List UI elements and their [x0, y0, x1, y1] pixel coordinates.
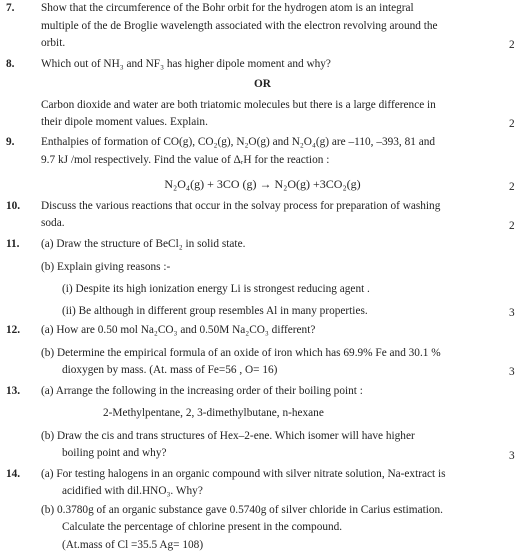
- question-14-number: 14.: [6, 468, 21, 480]
- question-8-line-3: Carbon dioxide and water are both triatomic molecules but there is a large difference in: [41, 99, 436, 111]
- question-11-line-b-i: (i) Despite its high ionization energy Li is strongest reducing agent .: [62, 283, 370, 295]
- question-7-marks: 2: [509, 39, 515, 51]
- question-10-line-1: Discuss the various reactions that occur in the solvay process for preparation of washing: [41, 200, 441, 212]
- question-12-number: 12.: [6, 324, 21, 336]
- question-9-line-2: 9.7 kJ /mol respectively. Find the value of ΔᵣH for the reaction :: [41, 154, 330, 166]
- question-7-line-1: Show that the circumference of the Bohr orbit for the hydrogen atom is an integral: [41, 2, 414, 14]
- question-14-line-b-3: (At.mass of Cl =35.5 Ag= 108): [62, 539, 204, 551]
- question-13-compounds: 2-Methylpentane, 2, 3-dimethylbutane, n-hexane: [103, 407, 324, 419]
- question-7-line-3: orbit.: [41, 37, 66, 49]
- question-11-line-a: (a) Draw the structure of BeCl₂ in solid state.: [41, 238, 246, 250]
- question-13-line-a: (a) Arrange the following in the increasing order of their boiling point :: [41, 385, 363, 397]
- question-14-line-a: (a) For testing halogens in an organic compound with silver nitrate solution, Na-extract is: [41, 468, 446, 480]
- question-8-marks: 2: [509, 118, 515, 130]
- question-8-or: OR: [254, 78, 271, 90]
- question-11-number: 11.: [6, 238, 20, 250]
- question-14-line-b-2: Calculate the percentage of chlorine present in the compound.: [62, 521, 343, 533]
- question-14-line-b: (b) 0.3780g of an organic substance gave 0.5740g of silver chloride in Carius estimation.: [41, 504, 443, 516]
- question-9-marks: 2: [509, 181, 515, 193]
- question-7-number: 7.: [6, 2, 15, 14]
- question-11-line-b-ii: (ii) Be although in different group resembles Al in many properties.: [62, 305, 368, 317]
- question-8-line-4: their dipole moment values. Explain.: [41, 116, 208, 128]
- question-12-line-b-2: dioxygen by mass. (At. mass of Fe=56 , O= 16): [62, 364, 278, 376]
- question-10-number: 10.: [6, 200, 21, 212]
- question-12-marks: 3: [509, 366, 515, 378]
- question-9-equation: N₂O₄(g) + 3CO (g) → N₂O(g) +3CO₂(g): [164, 177, 361, 191]
- question-13-line-b-2: boiling point and why?: [62, 447, 167, 459]
- question-14-line-a-2: acidified with dil.HNO₃. Why?: [62, 485, 203, 497]
- question-13-line-b: (b) Draw the cis and trans structures of Hex–2-ene. Which isomer will have higher: [41, 430, 415, 442]
- question-9-line-1: Enthalpies of formation of CO(g), CO₂(g), N₂O(g) and N₂O₄(g) are –110, –393, 81 and: [41, 136, 436, 148]
- question-8-line-1: Which out of NH₃ and NF₃ has higher dipole moment and why?: [41, 58, 331, 70]
- question-9-number: 9.: [6, 136, 15, 148]
- question-8-number: 8.: [6, 58, 15, 70]
- question-10-marks: 2: [509, 220, 515, 232]
- question-13-number: 13.: [6, 385, 21, 397]
- question-7-line-2: multiple of the de Broglie wavelength associated with the electron revolving around the: [41, 20, 438, 32]
- question-12-line-b: (b) Determine the empirical formula of an oxide of iron which has 69.9% Fe and 30.1 %: [41, 347, 441, 359]
- question-12-line-a: (a) How are 0.50 mol Na₂CO₃ and 0.50M Na₂CO₃ different?: [41, 324, 316, 336]
- question-13-marks: 3: [509, 450, 515, 462]
- question-11-marks: 3: [509, 307, 515, 319]
- question-11-line-b: (b) Explain giving reasons :-: [41, 261, 171, 273]
- question-10-line-2: soda.: [41, 217, 65, 229]
